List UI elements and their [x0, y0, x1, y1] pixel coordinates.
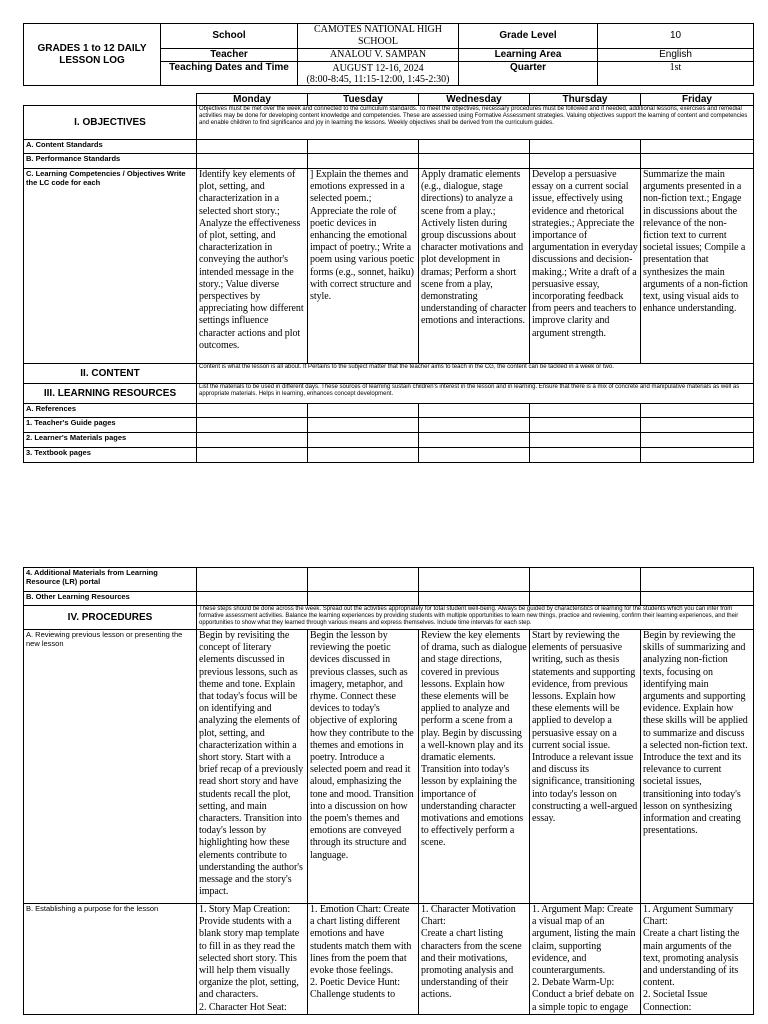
dates-label: Teaching Dates and Time [161, 62, 298, 86]
content-standards-label: A. Content Standards [24, 140, 197, 154]
references-label: A. References [24, 404, 197, 418]
competency-monday: Identify key elements of plot, setting, and characterization in a selected short story.; Analyze the effectiveness of plot, setting, and characterization in conveying the author's intended message in the story.; Value diverse perspectives by appreciating how different settings influence character actions and plot outcomes. [197, 169, 308, 364]
competencies-label: C. Learning Competencies / Objectives Write the LC code for each [24, 169, 197, 364]
purpose-tuesday: 1. Emotion Chart: Create a chart listing different emotions and have students match them with lines from the poem that evoke those feelings. 2. Poetic Device Hunt: Challenge students to [308, 904, 419, 1015]
dates-cell [298, 62, 459, 86]
content-title: II. CONTENT [24, 364, 197, 384]
objectives-title: I. OBJECTIVES [24, 106, 197, 140]
page-title: GRADES 1 to 12 DAILY LESSON LOG [24, 24, 161, 86]
day-wednesday: Wednesday [419, 94, 530, 106]
day-tuesday: Tuesday [308, 94, 419, 106]
school-value: CAMOTES NATIONAL HIGH SCHOOL [298, 24, 459, 49]
lesson-table-page2 [23, 567, 754, 1015]
textbook-label: 3. Textbook pages [24, 448, 197, 463]
quarter-label: Quarter [459, 62, 598, 86]
competency-tuesday: ] Explain the themes and emotions expressed in a selected poem.; Appreciate the role of poetic devices in enhancing the emotional impact of poetry.; Write a poem using various poetic forms (e.g., sonnet, haiku) with correct structure and style. [308, 169, 419, 364]
procedures-title: IV. PROCEDURES [24, 606, 197, 630]
school-label: School [161, 24, 298, 49]
teachers-guide-label: 1. Teacher's Guide pages [24, 418, 197, 433]
performance-standards-label: B. Performance Standards [24, 154, 197, 169]
blank-corner [24, 94, 197, 106]
additional-materials-label: 4. Additional Materials from Learning Resource (LR) portal [24, 568, 197, 592]
other-resources-label: B. Other Learning Resources [24, 592, 197, 606]
learners-materials-label: 2. Learner's Materials pages [24, 433, 197, 448]
review-wednesday: Review the key elements of drama, such as dialogue and stage directions, covered in previous lessons. Explain how these elements will be applied to analyze and perform a scene from a play. Begin by discussing a well-known play and its dramatic elements. Transition into today's lesson by explaining the importance of understanding character motivations and emotions to effectively perform a scene. [419, 630, 530, 904]
purpose-label: B. Establishing a purpose for the lesson [24, 904, 197, 1015]
competency-friday: Summarize the main arguments presented in a non-fiction text.; Engage in discussions about the relevance of the non-fiction text to current societal issues; Compile a presentation that synthesizes the main arguments of a non-fiction text, using visual aids to enhance understanding. [641, 169, 754, 364]
review-thursday: Start by reviewing the elements of persuasive writing, such as thesis statements and supporting evidence, from previous lessons. Explain how these elements will be applied to develop a persuasive essay on a current social issue. Introduce a relevant issue and discuss its significance, transitioning into today's lesson on constructing a well-argued essay. [530, 630, 641, 904]
purpose-friday: 1. Argument Summary Chart: Create a chart listing the main arguments of the text, promoting analysis and understanding of its content. 2. Societal Issue Connection: [641, 904, 754, 1015]
lesson-table-page1 [23, 93, 754, 463]
day-friday: Friday [641, 94, 754, 106]
teacher-value: ANALOU V. SAMPAN [298, 49, 459, 62]
grade-value: 10 [598, 24, 754, 49]
purpose-monday: 1. Story Map Creation: Provide students with a blank story map template to fill in as they read the selected short story. This will help them visually organize the plot, setting, and characters. 2. Character Hot Seat: [197, 904, 308, 1015]
review-label: A. Reviewing previous lesson or presenting the new lesson [24, 630, 197, 904]
dates-value: AUGUST 12-16, 2024 [332, 62, 424, 74]
area-label: Learning Area [459, 49, 598, 62]
day-thursday: Thursday [530, 94, 641, 106]
area-value: English [598, 49, 754, 62]
grade-label: Grade Level [459, 24, 598, 49]
competency-thursday: Develop a persuasive essay on a current social issue, effectively using evidence and rhetorical strategies.; Appreciate the importance of argumentation in everyday discussions and decision-making.; Write a draft of a persuasive essay, incorporating feedback from peers and teachers to improve clarity and argument strength. [530, 169, 641, 364]
content-note: Content is what the lesson is all about. It Pertains to the subject matter that the teacher aims to teach in the CG, the content can be tackled in a week or two. [197, 364, 754, 384]
quarter-value: 1st [598, 62, 754, 86]
objectives-note: Objectives must be met over the week and connected to the curriculum standards. To meet the objectives, necessary procedures must be followed and if needed, additional lessons, exercises and remedial activities may be done for developing content knowledge and competencies. These are assessed using Formative Assessment strategies. Valuing objectives support the learning of content and competencies and enable children to find significance and joy in learning the lessons. Weekly objectives shall be derived from the curriculum guides. [197, 106, 754, 140]
resources-note: List the materials to be used in different days. These sources of learning sustain children's interest in the lesson and in learning. Ensure that there is a mix of concrete and manipulative materials as well as appropriate materials. Helps in learning, enhances concept development. [197, 384, 754, 404]
day-monday: Monday [197, 94, 308, 106]
review-monday: Begin by revisiting the concept of literary elements discussed in previous lessons, such as theme and tone. Explain that today's focus will be on identifying and analyzing the elements of plot, setting, and characterization within a short story. Start with a brief recap of a previously read short story and have students recall the plot, setting, and main characters. Transition into today's lesson by highlighting how these elements contribute to understanding the author's message and the story's impact. [197, 630, 308, 904]
competency-wednesday: Apply dramatic elements (e.g., dialogue, stage directions) to analyze a scene from a play.; Actively listen during group discussions about character motivations and plot development in dramas; Perform a short scene from a play, demonstrating understanding of character emotions and interactions. [419, 169, 530, 364]
header-table [23, 23, 754, 86]
procedures-note: These steps should be done across the week. Spread out the activities appropriately for total student well-being. Always be guided by characteristics of learning for the students which you can infer from formative assessment activities. Balance the learning experiences by providing students with multiple opportunities to learn new things, practice and reviewing, confirm their learning experiences, and their opportunities to show what they learned through various means and express themselves. Include time intervals for each step. [197, 606, 754, 630]
time-value: (8:00-8:45, 11:15-12:00, 1:45-2:30) [306, 73, 450, 85]
review-friday: Begin by reviewing the skills of summarizing and analyzing non-fiction texts, focusing on identifying main arguments and supporting evidence. Explain how these skills will be applied to summarize and discuss a selected non-fiction text. Introduce the text and its relevance to current societal issues, transitioning into today's lesson on synthesizing information and creating presentations. [641, 630, 754, 904]
review-tuesday: Begin the lesson by reviewing the poetic devices discussed in previous classes, such as imagery, metaphor, and rhyme. Connect these devices to today's objective of exploring how they contribute to the themes and emotions in poetry. Introduce a selected poem and read it aloud, emphasizing the tone and mood. Transition into a discussion on how the poem's themes and emotions are conveyed through its structure and language. [308, 630, 419, 904]
purpose-thursday: 1. Argument Map: Create a visual map of an argument, listing the main claim, supporting evidence, and counterarguments. 2. Debate Warm-Up: Conduct a brief debate on a simple topic to engage [530, 904, 641, 1015]
purpose-wednesday: 1. Character Motivation Chart: Create a chart listing characters from the scene and their motivations, promoting analysis and understanding of their actions. [419, 904, 530, 1015]
resources-title: III. LEARNING RESOURCES [24, 384, 197, 404]
teacher-label: Teacher [161, 49, 298, 62]
